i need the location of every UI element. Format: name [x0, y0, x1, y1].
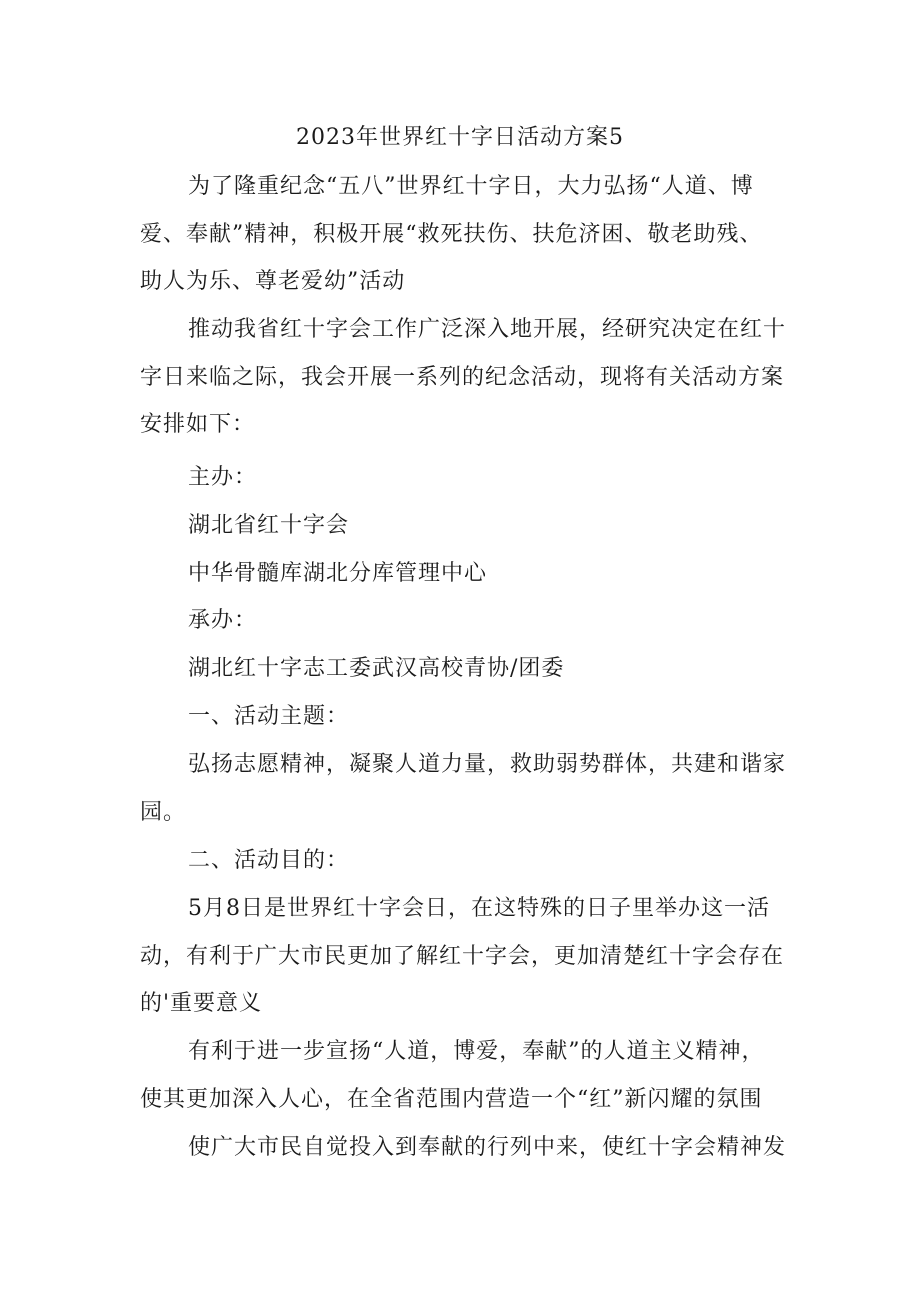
paragraph-line: 动，有利于广大市民更加了解红十字会，更加清楚红十字会存在 — [140, 944, 785, 969]
paragraph-line: 承办： — [188, 608, 258, 633]
paragraph-line: 湖北红十字志工委武汉高校青协/团委 — [188, 656, 565, 681]
paragraph-line: 为了隆重纪念“五八”世界红十字日，大力弘扬“人道、博 — [188, 174, 754, 199]
document-title: 2023年世界红十字日活动方案5 — [296, 125, 624, 150]
paragraph-line: 字日来临之际，我会开展一系列的纪念活动，现将有关活动方案 — [140, 365, 785, 390]
paragraph-line: 园。 — [140, 800, 187, 825]
paragraph-line: 弘扬志愿精神，凝聚人道力量，救助弱势群体，共建和谐家 — [188, 752, 787, 777]
paragraph-line: 有利于进一步宣扬“人道，博爱，奉献”的人道主义精神， — [188, 1039, 765, 1064]
paragraph-line: 安排如下： — [140, 412, 256, 437]
paragraph-line: 的'重要意义 — [140, 991, 263, 1016]
paragraph-line: 推动我省红十字会工作广泛深入地开展，经研究决定在红十 — [188, 317, 787, 342]
paragraph-line: 主办： — [188, 465, 258, 490]
paragraph-line: 中华骨髓库湖北分库管理中心 — [188, 561, 488, 586]
paragraph-line: 使其更加深入人心，在全省范围内营造一个“红”新闪耀的氛围 — [140, 1087, 763, 1112]
paragraph-line: 使广大市民自觉投入到奉献的行列中来，使红十字会精神发 — [188, 1135, 787, 1160]
paragraph-line: 助人为乐、尊老爱幼”活动 — [140, 269, 406, 294]
paragraph-line: 二、活动目的： — [188, 848, 350, 873]
paragraph-line: 爱、奉献”精神，积极开展“救死扶伤、扶危济困、敬老助残、 — [140, 222, 763, 247]
paragraph-line: 一、活动主题： — [188, 704, 350, 729]
paragraph-line: 湖北省红十字会 — [188, 513, 350, 538]
paragraph-line: 5月8日是世界红十字会日，在这特殊的日子里举办这一活 — [188, 896, 770, 921]
